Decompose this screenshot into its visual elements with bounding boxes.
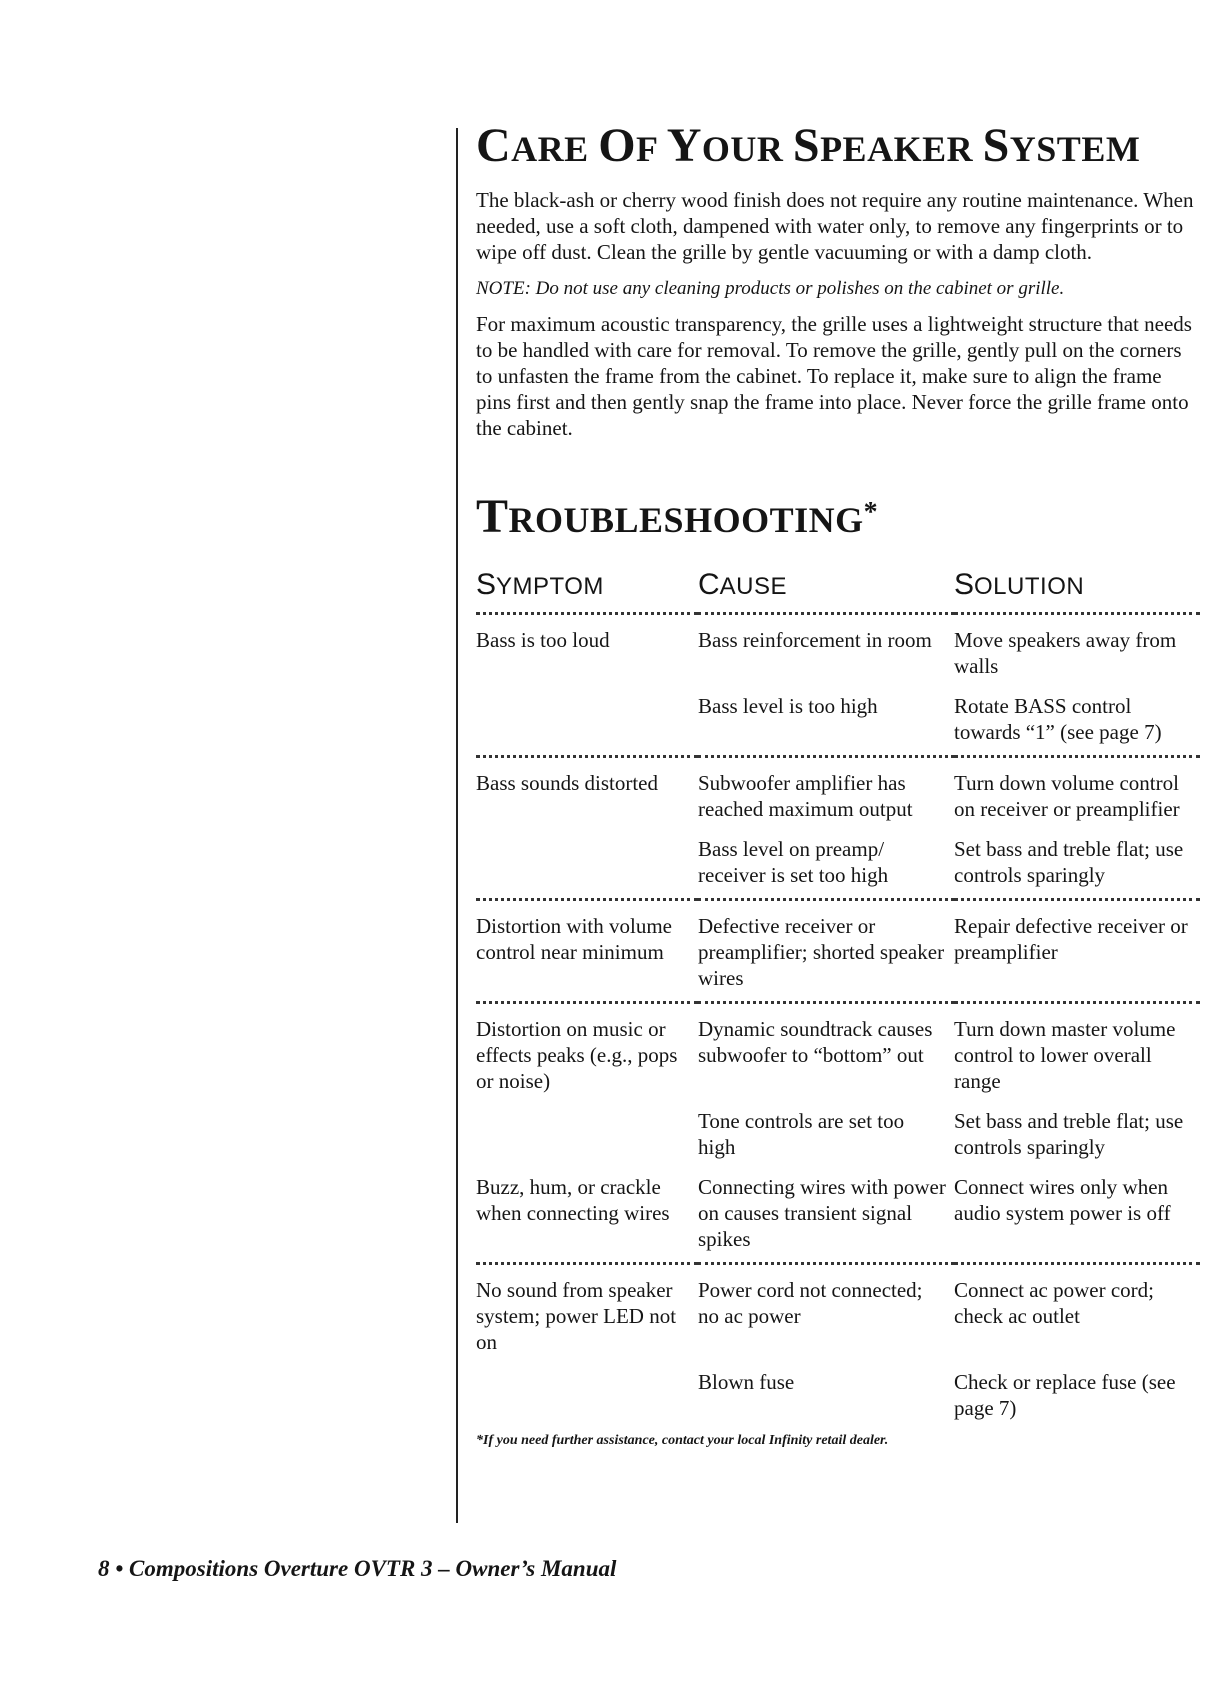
table-row [476,757,1200,833]
cause-cell: Power cord not connected; no ac power [698,1278,923,1328]
table-row [476,1104,1200,1170]
cause-cell: Tone controls are set too high [698,1109,905,1159]
troubleshooting-table [476,568,1200,1431]
table-row [476,1170,1200,1264]
cause-cell: Bass level on preamp/ receiver is set too high [698,832,954,900]
table-row [476,1003,1200,1105]
main-content [476,118,1200,1449]
table-header-row [476,572,1200,614]
symptom-cell [476,832,698,900]
solution-cell: Rotate BASS control towards “1” (see page 7) [954,689,1200,757]
solution-cell: Connect wires only when audio system power is off [954,1170,1200,1264]
cause-cell: Connecting wires with power on causes transient signal spikes [698,1170,954,1264]
cause-cell: Bass reinforcement in room [698,628,932,652]
symptom-cell: Buzz, hum, or crackle when connecting wires [476,1170,698,1264]
cause-cell: Defective receiver or preamplifier; shorted speaker wires [698,900,954,1003]
cause-cell: Blown fuse [698,1370,795,1394]
symptom-cell [476,1365,698,1431]
symptom-cell: Bass sounds distorted [476,771,659,795]
table-row [476,1264,1200,1366]
vertical-rule [456,128,458,1523]
cause-cell: Subwoofer amplifier has reached maximum output [698,771,913,821]
header-solution: SOLUTION [954,572,1200,614]
care-paragraph-1: The black-ash or cherry wood finish does not require any routine maintenance. When needed, use a soft cloth, dampened with water only, to remove any fingerprints or to wipe off dust. Clean the grille by gentle vacuuming or with a damp cloth. [476,188,1194,264]
care-paragraph-2: For maximum acoustic transparency, the grille uses a lightweight structure that needs to be handled with care for removal. To remove the grille, gently pull on the corners to unfasten the frame from the cabinet. To replace it, make sure to align the frame pins first and then gently snap the frame into place. Never force the grille frame onto the cabinet. [476,312,1192,440]
footnote: *If you need further assistance, contact your local Infinity retail dealer. [476,1433,889,1448]
symptom-cell: No sound from speaker system; power LED not on [476,1278,677,1354]
solution-cell: Turn down volume control on receiver or preamplifier [954,771,1180,821]
care-title: CARE OF YOUR SPEAKER SYSTEM [476,119,1141,172]
solution-cell: Repair defective receiver or preamplifier [954,900,1200,1003]
troubleshooting-title: TROUBLESHOOTING* [476,490,879,543]
symptom-cell: Distortion with volume control near minimum [476,900,698,1003]
symptom-cell: Distortion on music or effects peaks (e.g., pops or noise) [476,1017,678,1093]
cause-cell: Bass level is too high [698,689,954,757]
table-row [476,614,1200,690]
table-row [476,1365,1200,1431]
solution-cell: Move speakers away from walls [954,628,1177,678]
table-row [476,689,1200,757]
solution-cell: Connect ac power cord; check ac outlet [954,1278,1155,1328]
symptom-cell [476,1104,698,1170]
cause-cell: Dynamic soundtrack causes subwoofer to “bottom” out [698,1017,933,1067]
solution-cell: Turn down master volume control to lower overall range [954,1017,1176,1093]
header-cause: CAUSE [698,572,954,614]
table-row [476,832,1200,900]
solution-cell: Set bass and treble flat; use controls sparingly [954,832,1200,900]
table-row [476,900,1200,1003]
solution-cell: Set bass and treble flat; use controls sparingly [954,1109,1184,1159]
page-footer: 8 • Compositions Overture OVTR 3 – Owner’s Manual [98,1556,617,1581]
solution-cell: Check or replace fuse (see page 7) [954,1370,1176,1420]
symptom-cell: Bass is too loud [476,628,610,652]
symptom-cell [476,689,698,757]
care-note: NOTE: Do not use any cleaning products or polishes on the cabinet or grille. [476,278,1065,299]
header-symptom: SYMPTOM [476,572,698,614]
